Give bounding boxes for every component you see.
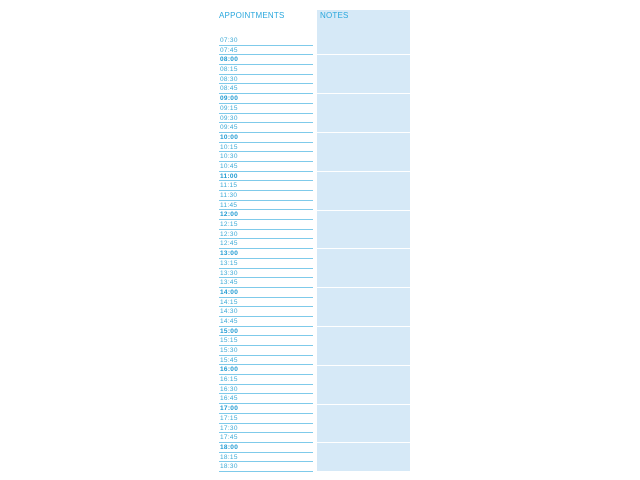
- time-slot[interactable]: 12:00: [219, 210, 313, 220]
- notes-block[interactable]: [317, 133, 410, 172]
- notes-block[interactable]: [317, 366, 410, 405]
- time-slot[interactable]: 14:45: [219, 317, 313, 327]
- time-slot[interactable]: 16:00: [219, 365, 313, 375]
- appointments-column: [219, 10, 313, 472]
- time-slot[interactable]: 14:15: [219, 298, 313, 308]
- time-slot[interactable]: 16:15: [219, 375, 313, 385]
- time-slot[interactable]: 12:15: [219, 220, 313, 230]
- notes-block[interactable]: [317, 249, 410, 288]
- time-slot[interactable]: 09:45: [219, 123, 313, 133]
- time-slot[interactable]: 14:30: [219, 307, 313, 317]
- time-slot[interactable]: 16:45: [219, 394, 313, 404]
- time-slot[interactable]: 07:30: [219, 36, 313, 46]
- time-slot[interactable]: 07:45: [219, 46, 313, 56]
- time-slot[interactable]: 11:30: [219, 191, 313, 201]
- time-slot[interactable]: 18:30: [219, 462, 313, 472]
- time-slot[interactable]: 12:45: [219, 239, 313, 249]
- time-slot[interactable]: 17:15: [219, 414, 313, 424]
- time-slot[interactable]: 13:30: [219, 269, 313, 279]
- time-slot[interactable]: 15:15: [219, 336, 313, 346]
- notes-block[interactable]: [317, 94, 410, 133]
- appointments-heading: APPOINTMENTS: [219, 11, 285, 20]
- time-slot[interactable]: 15:45: [219, 356, 313, 366]
- time-slot[interactable]: 16:30: [219, 385, 313, 395]
- time-slot[interactable]: 09:00: [219, 94, 313, 104]
- notes-heading: NOTES: [317, 10, 410, 26]
- time-slot[interactable]: 13:15: [219, 259, 313, 269]
- notes-column: [317, 10, 410, 472]
- notes-block[interactable]: [317, 172, 410, 211]
- notes-block[interactable]: [317, 288, 410, 327]
- time-slot[interactable]: 10:00: [219, 133, 313, 143]
- time-slot[interactable]: 12:30: [219, 230, 313, 240]
- time-slot[interactable]: 18:15: [219, 453, 313, 463]
- time-slot[interactable]: 15:00: [219, 327, 313, 337]
- appointment-slot-list: [219, 36, 313, 472]
- time-slot[interactable]: 09:30: [219, 114, 313, 124]
- notes-block[interactable]: [317, 55, 410, 94]
- time-slot[interactable]: 17:00: [219, 404, 313, 414]
- notes-block[interactable]: [317, 26, 410, 55]
- notes-block[interactable]: [317, 405, 410, 444]
- time-slot[interactable]: 17:30: [219, 424, 313, 434]
- time-slot[interactable]: 11:15: [219, 181, 313, 191]
- notes-block[interactable]: [317, 443, 410, 472]
- planner-sheet: [219, 10, 410, 469]
- time-slot[interactable]: 13:45: [219, 278, 313, 288]
- time-slot[interactable]: 09:15: [219, 104, 313, 114]
- time-slot[interactable]: 15:30: [219, 346, 313, 356]
- time-slot[interactable]: 08:30: [219, 75, 313, 85]
- notes-block[interactable]: [317, 327, 410, 366]
- time-slot[interactable]: 17:45: [219, 433, 313, 443]
- time-slot[interactable]: 10:30: [219, 152, 313, 162]
- time-slot[interactable]: 18:00: [219, 443, 313, 453]
- time-slot[interactable]: 11:45: [219, 201, 313, 211]
- time-slot[interactable]: 08:45: [219, 84, 313, 94]
- time-slot[interactable]: 08:15: [219, 65, 313, 75]
- time-slot[interactable]: 11:00: [219, 172, 313, 182]
- notes-block[interactable]: [317, 211, 410, 250]
- time-slot[interactable]: 13:00: [219, 249, 313, 259]
- time-slot[interactable]: 10:45: [219, 162, 313, 172]
- time-slot[interactable]: 08:00: [219, 55, 313, 65]
- time-slot[interactable]: 10:15: [219, 143, 313, 153]
- time-slot[interactable]: 14:00: [219, 288, 313, 298]
